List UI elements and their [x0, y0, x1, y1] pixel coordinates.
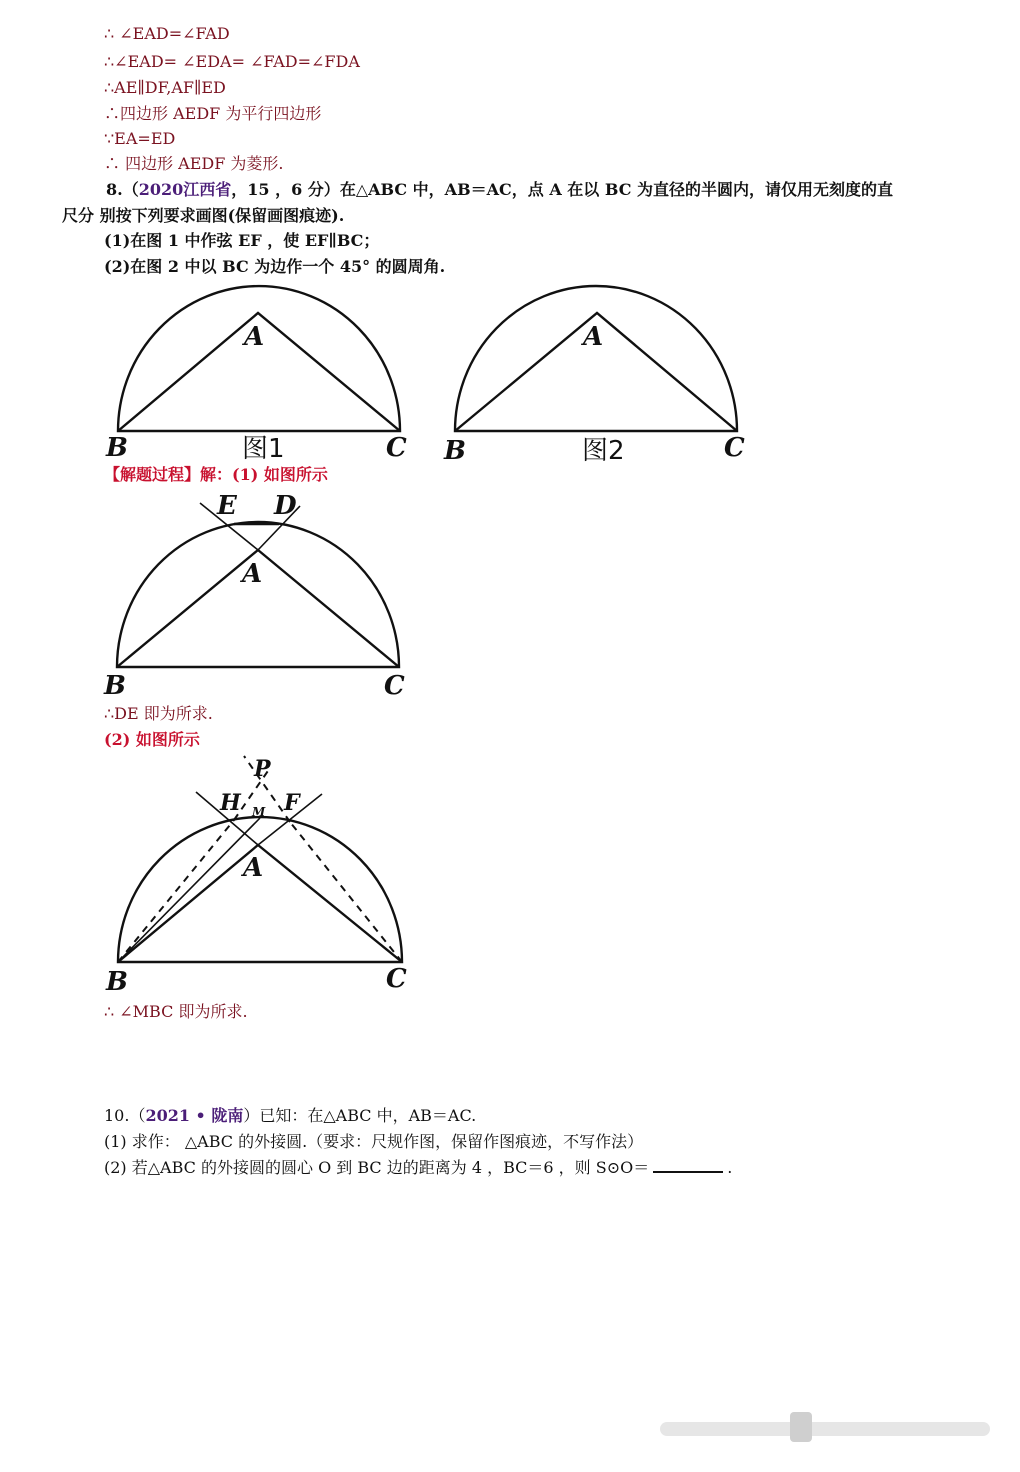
sol2-label-b: B — [106, 967, 128, 997]
solution-figure-1 — [103, 491, 405, 701]
fig1-label-a: A — [244, 322, 265, 352]
solution-result-1: ∴DE 即为所求. — [104, 704, 213, 723]
scroll-thumb[interactable] — [790, 1412, 812, 1442]
sol1-label-d: D — [274, 491, 297, 521]
q8-number: 8.（ — [106, 180, 139, 199]
sol2-label-c: C — [386, 964, 407, 994]
proof-line-4: ∴四边形 AEDF 为平行四边形 — [104, 104, 322, 123]
fig1-caption: 图1 — [242, 434, 285, 464]
sol1-label-b: B — [104, 671, 126, 701]
proof-line-6: ∴ 四边形 AEDF 为菱形. — [104, 154, 284, 173]
fig1-label-c: C — [386, 433, 407, 463]
q8-source: 2020江西省 — [138, 180, 232, 199]
sol1-label-c: C — [384, 671, 405, 701]
sol2-label-p: P — [254, 756, 271, 782]
proof-line-2: ∴∠EAD= ∠EDA= ∠FAD=∠FDA — [104, 52, 360, 71]
q10-stem-text: ）已知：在△ABC 中，AB＝AC. — [243, 1106, 477, 1125]
proof-line-5: ∵EA=ED — [104, 129, 176, 148]
q8-meta: ，15 ，6 分） — [231, 180, 340, 199]
figure-1 — [105, 286, 407, 464]
q10-source: 2021 • 陇南 — [145, 1106, 244, 1125]
sol2-semicircle — [118, 817, 402, 962]
solution-figure-2 — [105, 756, 407, 997]
horizontal-scroll-track[interactable] — [660, 1422, 990, 1436]
q8-stem-2: 尺分 别按下列要求画图(保留画图痕迹). — [62, 206, 345, 225]
proof-line-1: ∴ ∠EAD=∠FAD — [104, 24, 230, 43]
q10-part-2-end: . — [727, 1158, 733, 1177]
solution-header-1: 【解题过程】解：(1) 如图所示 — [104, 465, 328, 484]
sol2-construction-line-1 — [118, 818, 260, 962]
fig2-label-a: A — [583, 322, 604, 352]
q8-stem-1: 在△ABC 中，AB＝AC，点 A 在以 BC 为直径的半圆内，请仅用无刻度的直 — [339, 180, 893, 199]
fig2-semicircle — [455, 286, 737, 431]
q10-part-2-text: (2) 若△ABC 的外接圆的圆心 O 到 BC 边的距离为 4 ，BC＝6 ，则 S⊙O＝ — [104, 1158, 650, 1177]
fig1-label-b: B — [106, 433, 128, 463]
sol2-label-h: H — [220, 790, 241, 816]
q8-part-2: (2)在图 2 中以 BC 为边作一个 45° 的圆周角. — [104, 257, 446, 276]
q10-number: 10.（ — [104, 1106, 146, 1125]
figure-2 — [443, 286, 745, 466]
sol1-label-e: E — [217, 491, 237, 521]
fig2-label-b: B — [444, 436, 466, 466]
solution-result-2: ∴ ∠MBC 即为所求. — [104, 1002, 248, 1021]
fig2-label-c: C — [724, 433, 745, 463]
fig2-caption: 图2 — [582, 436, 625, 466]
solution-header-2: (2) 如图所示 — [104, 730, 200, 749]
sol2-label-a: A — [243, 853, 264, 883]
sol2-label-m: M — [252, 805, 266, 819]
sol1-semicircle — [117, 522, 399, 667]
q8-part-1: (1)在图 1 中作弦 EF ，使 EF∥BC； — [104, 231, 380, 250]
q10-part-1: (1) 求作： △ABC 的外接圆.（要求：尺规作图，保留作图痕迹，不写作法） — [104, 1132, 644, 1151]
fig1-semicircle — [118, 286, 400, 431]
proof-line-3: ∴AE∥DF,AF∥ED — [104, 78, 226, 97]
sol1-label-a: A — [242, 559, 263, 589]
sol2-label-f: F — [284, 790, 300, 816]
